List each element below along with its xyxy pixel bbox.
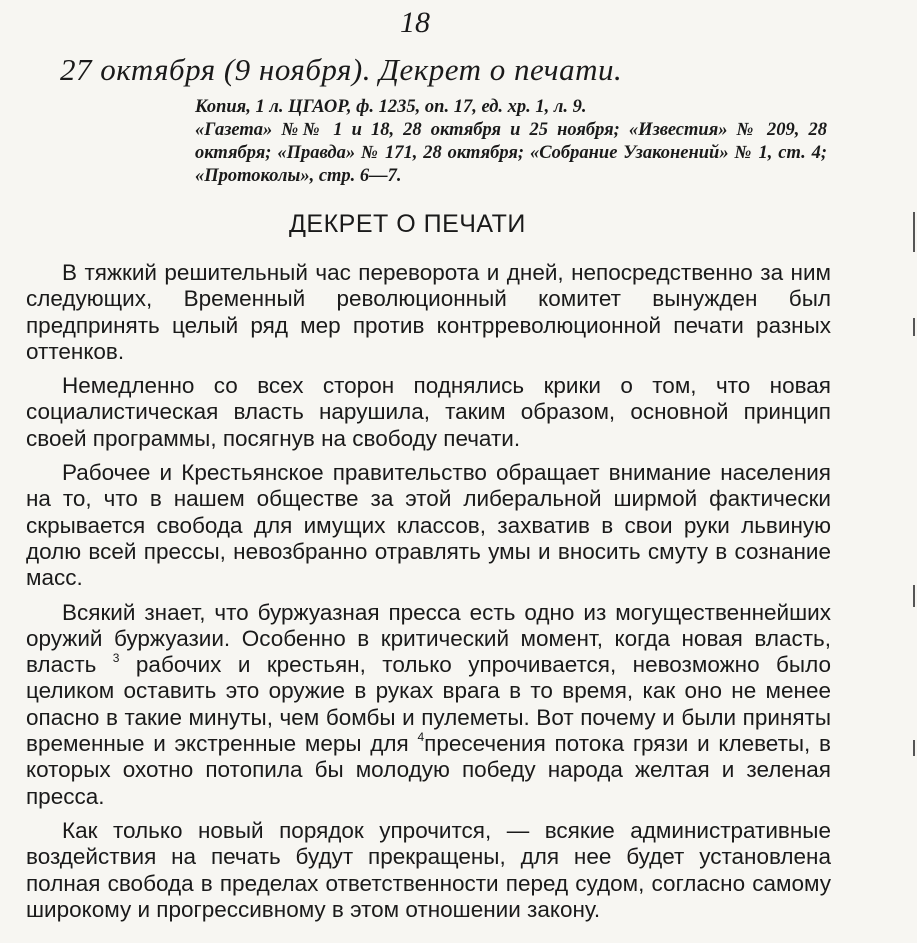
- paragraph: [26, 600, 831, 810]
- source-references: [152, 96, 827, 188]
- paragraph-text: Всякий знает, что буржуазная пресса есть одно из могущественнейших оружий буржуазии. Особенно в критический момент, когда новая власть, власть: [26, 599, 831, 678]
- source-archive-line: Копия, 1 л. ЦГАОР, ф. 1235, оп. 17, ед. хр. 1, л. 9.: [195, 97, 587, 117]
- scan-edge-mark: [913, 740, 915, 756]
- paragraph-text: пресечения потока грязи и клеветы, в которых охотно потопила бы молодую победу народа желтая и зеленая пресса.: [26, 731, 831, 809]
- document-heading: 27 октября (9 ноября). Декрет о печати.: [60, 52, 623, 87]
- paragraph: Рабочее и Крестьянское правительство обращает внимание населения на то, что в нашем обществе за этой либеральной ширмой фактически скрывается свобода для имущих классов, захватив в свои руки львиную долю всей прессы, невозбранно отравлять умы и вносить смуту в сознание масс.: [26, 460, 831, 591]
- scan-edge-mark: [913, 318, 915, 336]
- source-publications: «Газета» №№ 1 и 18, 28 октября и 25 ноября; «Известия» № 209, 28 октября; «Правда» № 171, 28 октября; «Собрание Узаконений» № 1, ст. 4; «Протоколы», стр. 6—7.: [195, 120, 827, 186]
- decree-body: [26, 260, 831, 931]
- footnote-marker: 3: [112, 651, 120, 666]
- paragraph: В тяжкий решительный час переворота и дней, непосредственно за ним следующих, Временный революционный комитет вынужден был предпринять целый ряд мер против контрреволюционной печати разных оттенков.: [26, 260, 831, 364]
- scan-edge-mark: [913, 585, 915, 607]
- scan-edge-mark: [913, 212, 915, 252]
- paragraph: Как только новый порядок упрочится, — всякие административные воздействия на печать будут прекращены, для нее будет установлена полная свобода в пределах ответственности перед судом, согласно самому широкому и прогрессивному в этом отношении закону.: [26, 817, 831, 922]
- paragraph-text: рабочих и крестьян, только упрочивается, невозможно было целиком оставить это оружие в руках врага в то время, как оно не менее опасно в такие минуты, чем бомбы и пулеметы. Вот почему и были приняты временные и экстренные меры для: [26, 652, 831, 757]
- footnote-marker: 4: [417, 730, 425, 745]
- page-number: 18: [400, 6, 430, 39]
- decree-title: ДЕКРЕТ О ПЕЧАТИ: [289, 210, 526, 238]
- paragraph: Немедленно со всех сторон поднялись крики о том, что новая социалистическая власть нарушила, таким образом, основной принцип своей программы, посягнув на свободу печати.: [26, 373, 831, 451]
